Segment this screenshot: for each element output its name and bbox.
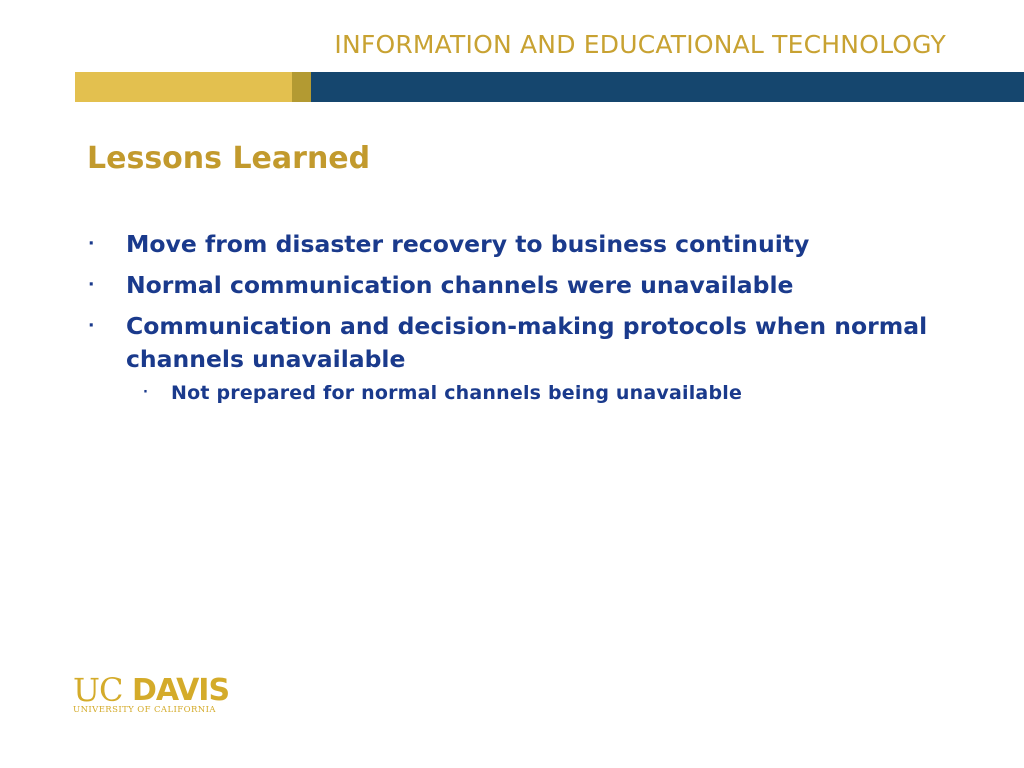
bullet-item — [88, 310, 968, 406]
sub-bullet-marker: · — [143, 385, 149, 400]
bullet-marker: · — [88, 275, 95, 295]
slide-title: Lessons Learned — [87, 141, 371, 176]
bullet-item — [88, 269, 968, 302]
sub-bullet-text: Not prepared for normal channels being unavailable — [171, 382, 743, 404]
bullet-marker: · — [88, 316, 95, 336]
sub-bullet-list — [126, 380, 968, 406]
logo-uc-text: UC — [73, 671, 123, 709]
bullet-text: Communication and decision-making protocols when normal channels unavailable — [126, 312, 928, 373]
bullet-marker: · — [88, 234, 95, 254]
bullet-item — [88, 228, 968, 261]
header-band-gold-light — [75, 72, 292, 102]
sub-bullet-item — [126, 380, 968, 406]
logo-subtitle: UNIVERSITY OF CALIFORNIA — [73, 705, 216, 715]
header-band-gold-dark — [292, 72, 311, 102]
header-band-blue — [311, 72, 1024, 102]
bullet-text: Normal communication channels were unavailable — [126, 271, 794, 299]
uc-davis-logo — [70, 671, 230, 716]
bullet-list — [88, 228, 968, 414]
header-title: INFORMATION AND EDUCATIONAL TECHNOLOGY — [334, 30, 946, 59]
logo-davis-text: DAVIS — [132, 673, 230, 708]
bullet-text: Move from disaster recovery to business continuity — [126, 230, 810, 258]
